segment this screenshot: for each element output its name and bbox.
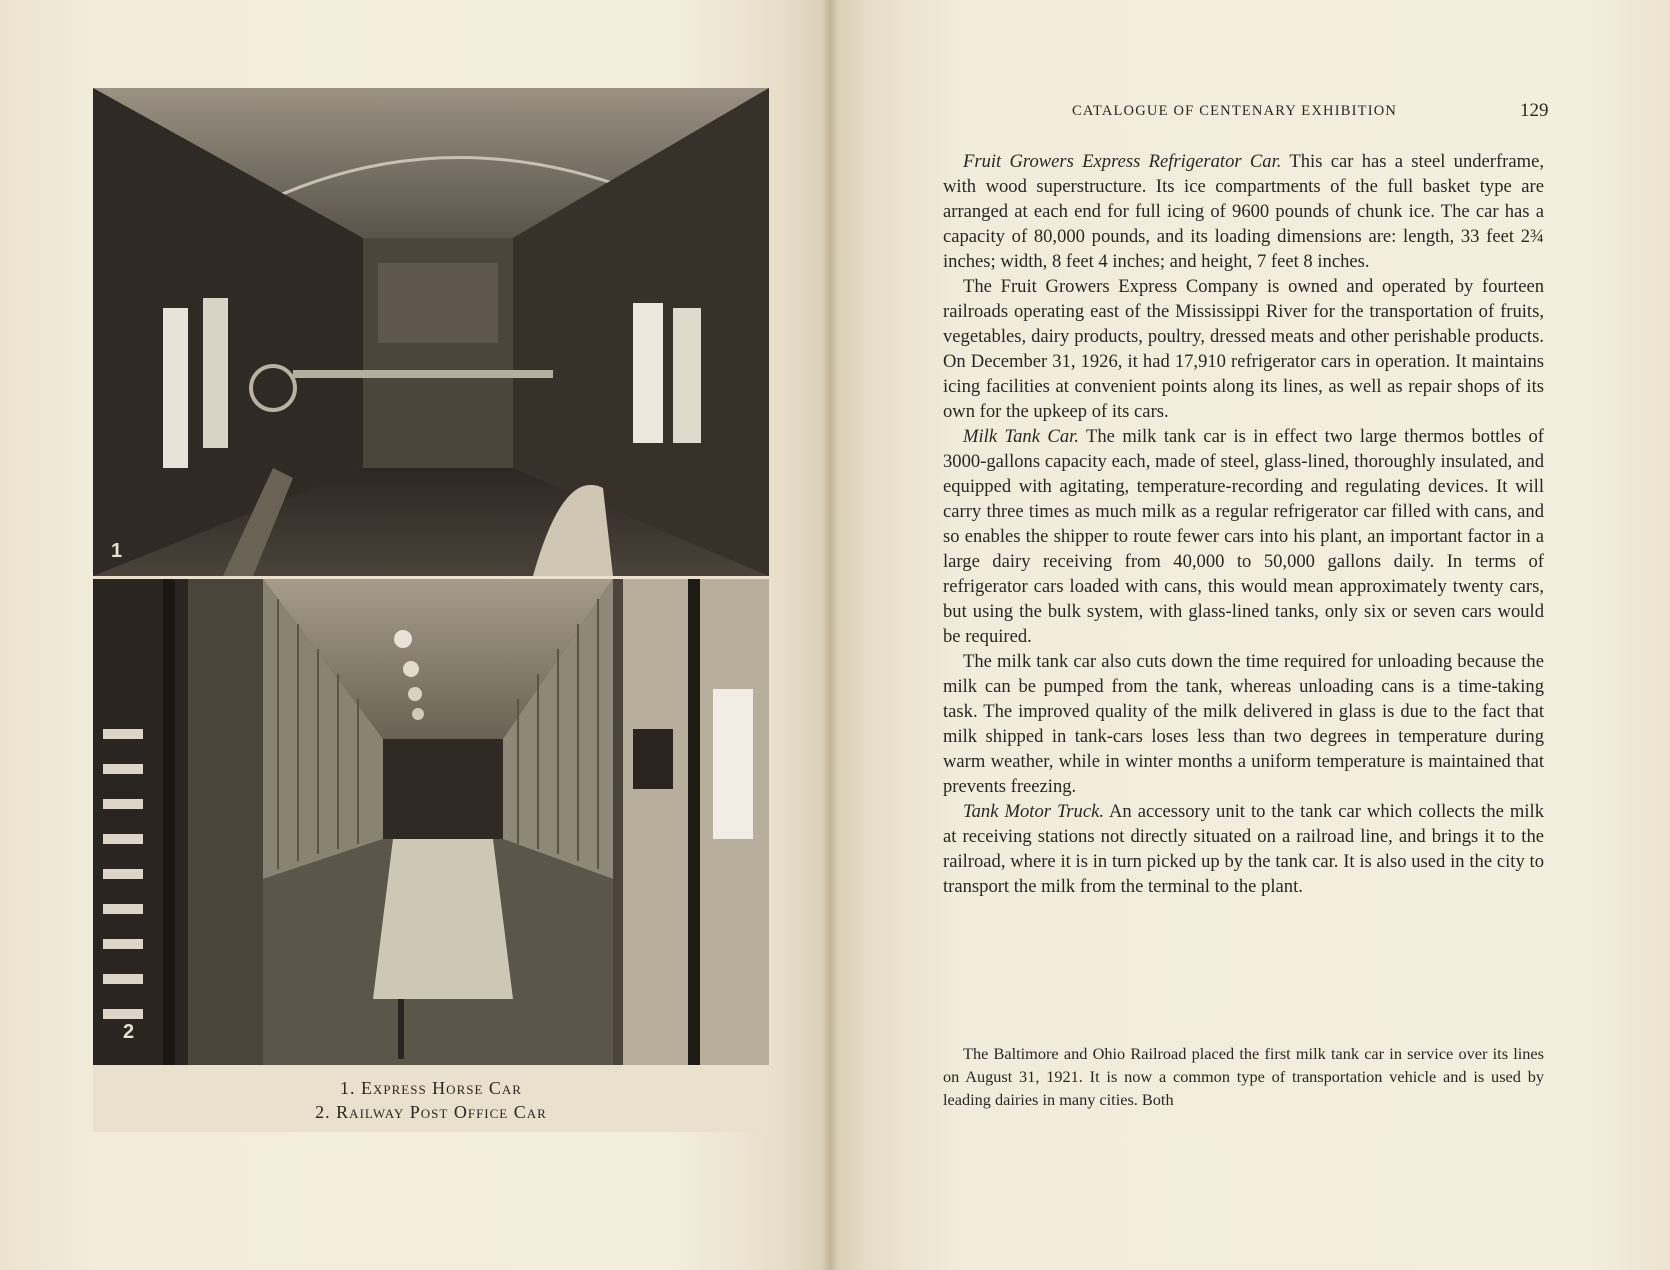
figure-caption: [93, 1076, 769, 1124]
railway-post-office-car-photo: [93, 579, 769, 1065]
paragraph-3: [943, 424, 1544, 649]
running-head: CATALOGUE OF CENTENARY EXHIBITION: [1072, 103, 1398, 119]
page-number: 129: [1520, 100, 1549, 121]
photo-2-number: 2: [123, 1021, 135, 1043]
footnote-paragraph: The Baltimore and Ohio Railroad placed the first milk tank car in service over its lines on August 31, 1921. It is now a common type of transportation vehicle and is used by leading dairies in many cities. Both: [943, 1044, 1544, 1109]
paragraph-3-lead: Milk Tank Car.: [963, 426, 1079, 447]
paragraph-3-text: The milk tank car is in effect two large thermos bottles of 3000-gallons capacity each, made of steel, glass-lined, thoroughly insulated, and equipped with agitating, temperature-recording and regulating devices. It will carry three times as much milk as a regular refrigerator car filled with cans, and so enables the shipper to route fewer cars into his plant, an important factor in a large dairy receiving from 40,000 to 50,000 gallons daily. In terms of refrigerator cars loaded with cans, this would mean approximately twenty cars, but using the bulk system, with glass-lined tanks, only six or seven cars would be required.: [943, 426, 1544, 647]
paragraph-4-text: The milk tank car also cuts down the time required for unloading because the milk can be pumped from the tank, whereas unloading cans is a time-taking task. The improved quality of the milk delivered in glass is due to the fact that milk shipped in tank-cars loses less than two degrees in temperature during warm weather, while in winter months a uniform temperature is maintained that prevents freezing.: [943, 651, 1544, 797]
paragraph-5-text: An accessory unit to the tank car which collects the milk at receiving stations not directly situated on a railroad line, and brings it to the railroad, where it is in turn picked up by the tank car. It is also used in the city to transport the milk from the terminal to the plant.: [943, 801, 1544, 897]
footnote-text: [943, 1042, 1544, 1111]
paragraph-4: [943, 649, 1544, 799]
express-horse-car-image: [93, 88, 769, 576]
book-gutter: [822, 0, 838, 1270]
paragraph-2-text: The Fruit Growers Express Company is owned and operated by fourteen railroads operating east of the Mississippi River for the transportation of fruits, vegetables, dairy products, poultry, dressed meats and other perishable products. On December 31, 1926, it had 17,910 refrigerator cars in operation. It maintains icing facilities at convenient points along its lines, as well as repair shops of its own for the upkeep of its cars.: [943, 276, 1544, 422]
express-horse-car-photo: [93, 88, 769, 576]
paragraph-2: [943, 274, 1544, 424]
paragraph-5: [943, 799, 1544, 899]
caption-line-1: 1. Express Horse Car: [340, 1078, 522, 1098]
caption-line-2: 2. Railway Post Office Car: [315, 1102, 547, 1122]
railway-post-office-car-image: [93, 579, 769, 1065]
paragraph-1: [943, 149, 1544, 274]
paragraph-1-lead: Fruit Growers Express Refrigerator Car.: [963, 151, 1282, 172]
body-text: [943, 149, 1544, 899]
photo-1-number: 1: [111, 540, 123, 562]
paragraph-1-text: This car has a steel underframe, with wood superstructure. Its ice compartments of the full basket type are arranged at each end for full icing of 9600 pounds of chunk ice. The car has a capacity of 80,000 pounds, and its loading dimensions are: length, 33 feet 2¾ inches; width, 8 feet 4 inches; and height, 7 feet 8 inches.: [943, 151, 1544, 272]
paragraph-5-lead: Tank Motor Truck.: [963, 801, 1104, 822]
